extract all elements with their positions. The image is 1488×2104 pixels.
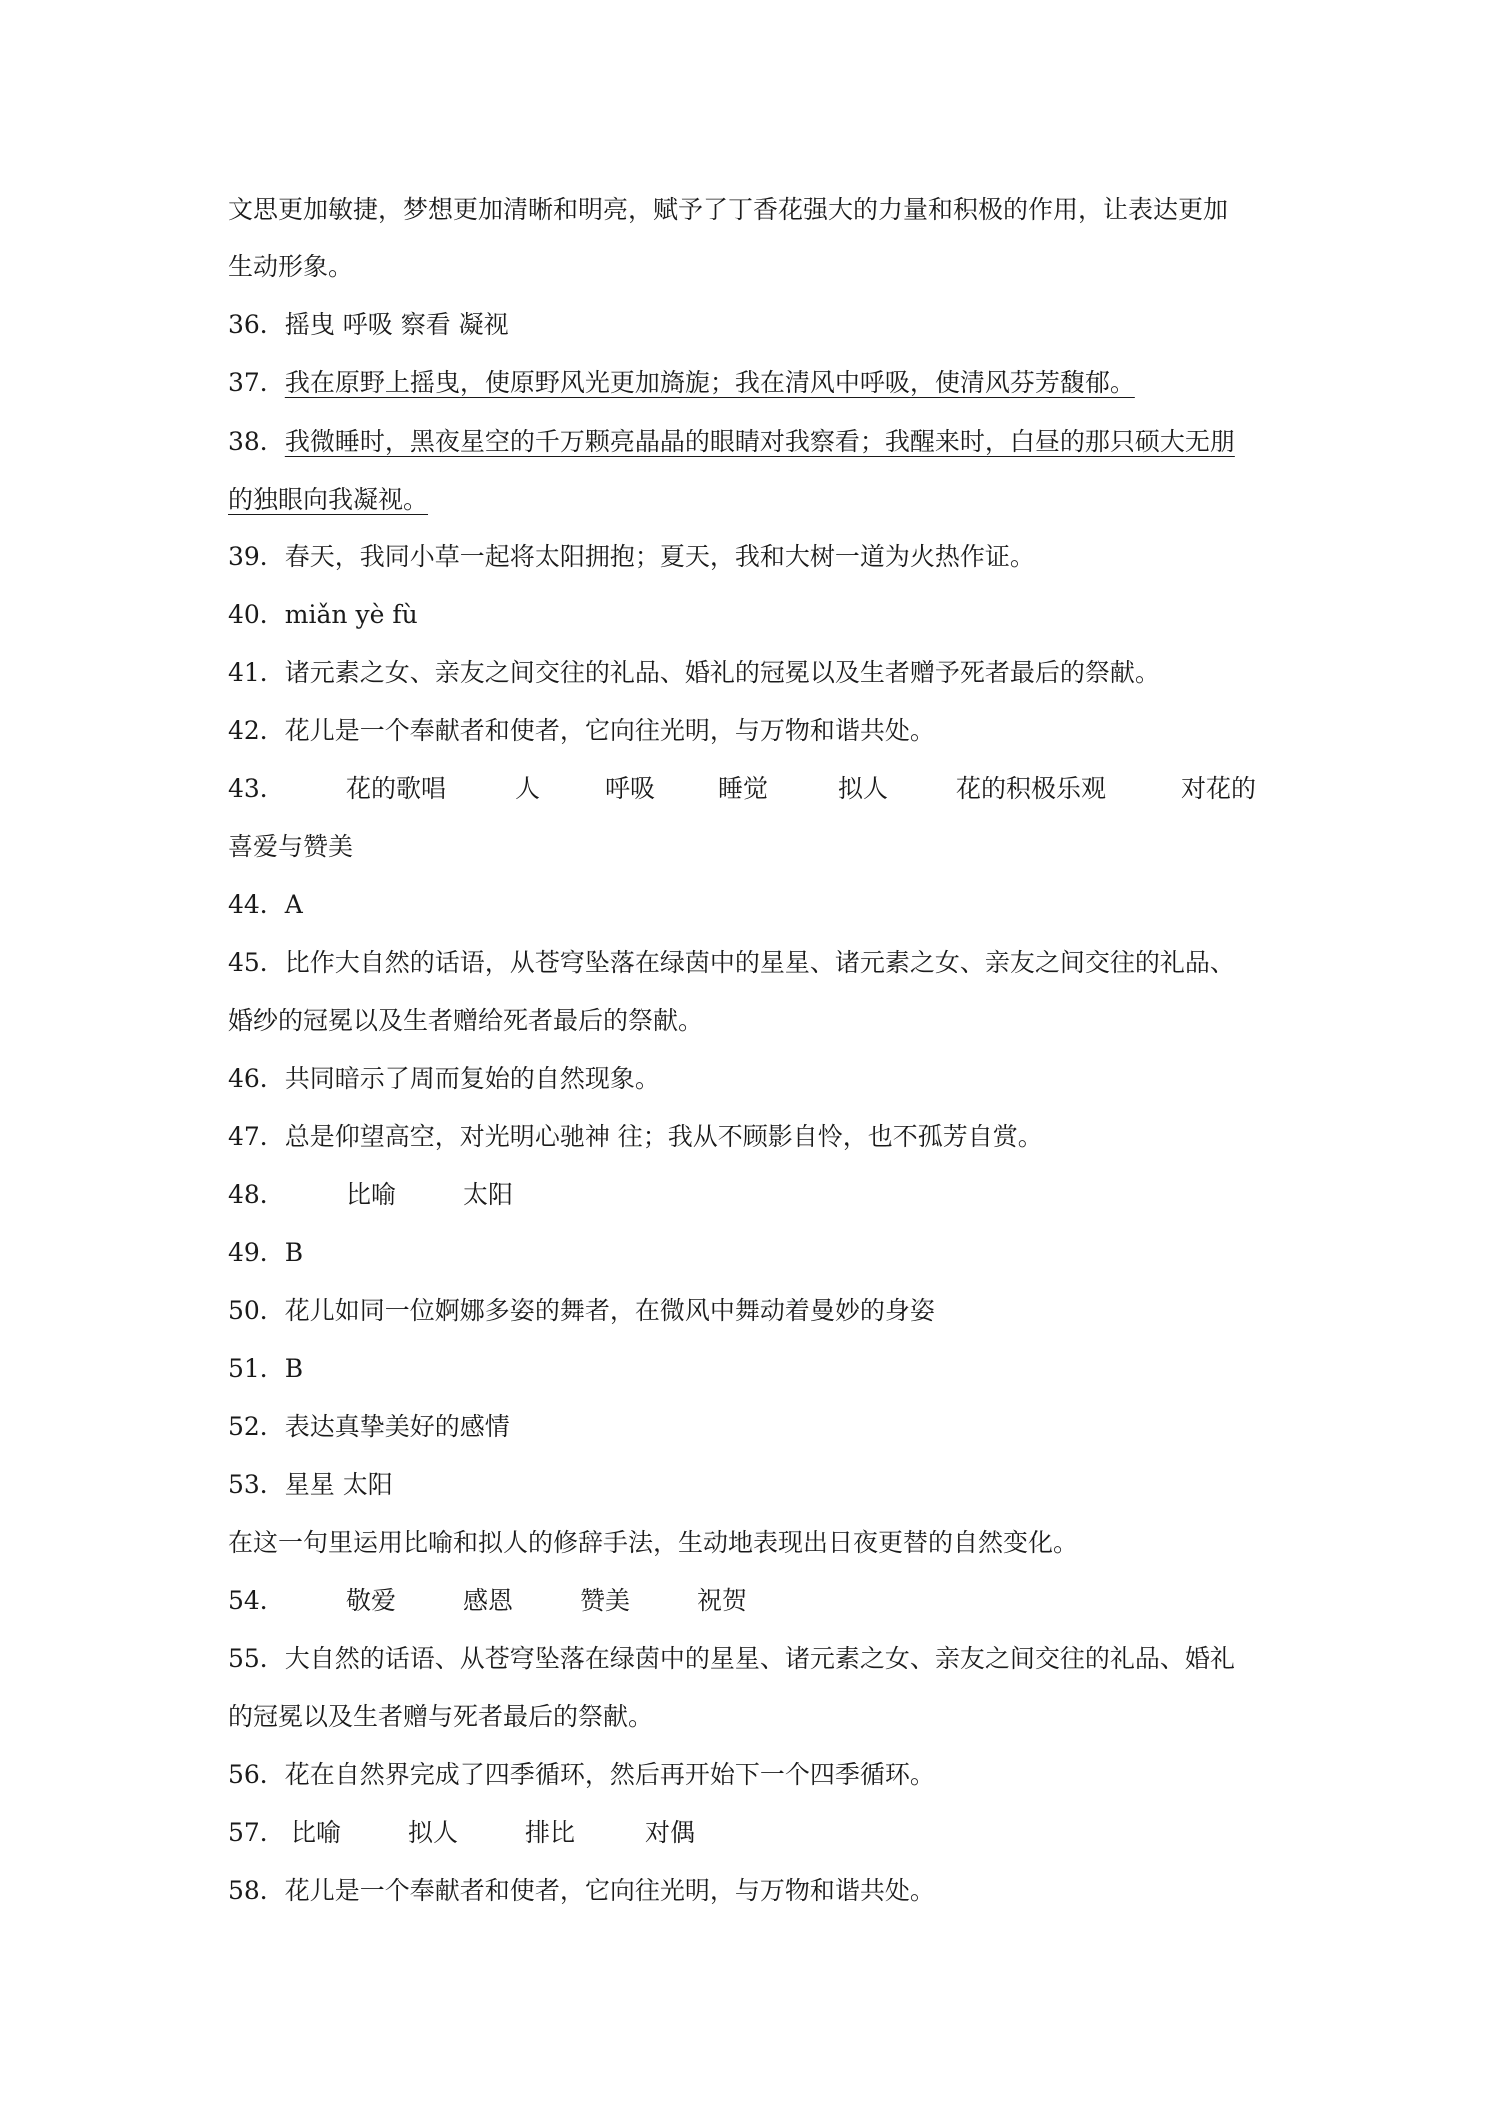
answer-37-text: 我在原野上摇曳，使原野风光更加旖旎；我在清风中呼吸，使清风芬芳馥郁。 [284,368,1135,397]
answer-43-item-4: 睡觉 [718,774,769,803]
answer-48-item-1: 比喻 [346,1180,397,1209]
answer-57-item-1: 比喻 [291,1818,342,1847]
answer-54-item-2: 感恩 [463,1586,514,1615]
answer-43-item-7: 对花的 [1181,774,1257,803]
answer-43-item-3: 呼吸 [605,774,656,803]
answer-53: 53．星星 太阳 [228,1470,393,1499]
answer-52: 52．表达真挚美好的感情 [228,1412,510,1441]
answer-37 [228,366,1278,400]
answer-54-number: 54． [228,1586,285,1615]
answer-38-number: 38． [228,427,285,456]
answer-40: 40．miǎn yè fù [228,600,418,629]
answer-49: 49．B [228,1238,304,1267]
answer-48-item-2: 太阳 [463,1180,514,1209]
answer-continuation-line-2: 生动形象。 [228,252,354,281]
answer-38-text-line-1: 我微睡时，黑夜星空的千万颗亮晶晶的眼睛对我察看；我醒来时，白昼的那只硕大无朋 [284,427,1235,456]
answer-42: 42．花儿是一个奉献者和使者，它向往光明，与万物和谐共处。 [228,716,935,745]
answer-57-item-3: 排比 [525,1818,576,1847]
answer-36: 36．摇曳 呼吸 察看 凝视 [228,310,509,339]
answer-54 [228,1584,1278,1618]
answer-43-item-1: 花的歌唱 [346,774,447,803]
answer-57 [228,1816,1278,1850]
answer-51: 51．B [228,1354,304,1383]
answer-54-item-3: 赞美 [580,1586,631,1615]
answer-57-item-2: 拟人 [408,1818,459,1847]
answer-55: 55．大自然的话语、从苍穹坠落在绿茵中的星星、诸元素之女、亲友之间交往的礼品、婚礼 [228,1644,1235,1673]
answer-43-continuation: 喜爱与赞美 [228,832,354,861]
answer-43 [228,772,1278,806]
answer-48 [228,1178,1278,1212]
answer-continuation-line-1: 文思更加敏捷，梦想更加清晰和明亮，赋予了丁香花强大的力量和积极的作用，让表达更加 [228,195,1229,224]
answer-44: 44．A [228,890,303,919]
answer-57-item-4: 对偶 [645,1818,696,1847]
answer-43-item-6: 花的积极乐观 [956,774,1107,803]
answer-45-continuation: 婚纱的冠冕以及生者赠给死者最后的祭献。 [228,1006,704,1035]
answer-55-continuation: 的冠冕以及生者赠与死者最后的祭献。 [228,1702,654,1731]
answer-43-number: 43． [228,774,285,803]
answer-48-number: 48． [228,1180,285,1209]
answer-39: 39．春天，我同小草一起将太阳拥抱；夏天，我和大树一道为火热作证。 [228,542,1035,571]
answer-57-number: 57． [228,1818,285,1847]
answer-58: 58．花儿是一个奉献者和使者，它向往光明，与万物和谐共处。 [228,1876,935,1905]
answer-53-explanation: 在这一句里运用比喻和拟人的修辞手法，生动地表现出日夜更替的自然变化。 [228,1528,1079,1557]
answer-54-item-4: 祝贺 [697,1586,748,1615]
answer-43-item-5: 拟人 [838,774,889,803]
answer-43-item-2: 人 [515,774,541,803]
answer-38 [228,425,1278,459]
answer-45: 45．比作大自然的话语，从苍穹坠落在绿茵中的星星、诸元素之女、亲友之间交往的礼品、 [228,948,1235,977]
answer-37-number: 37． [228,368,285,397]
answer-50: 50．花儿如同一位婀娜多姿的舞者，在微风中舞动着曼妙的身姿 [228,1296,935,1325]
answer-47: 47．总是仰望高空，对光明心驰神 往；我从不顾影自怜，也不孤芳自赏。 [228,1122,1043,1151]
answer-41: 41．诸元素之女、亲友之间交往的礼品、婚礼的冠冕以及生者赠予死者最后的祭献。 [228,658,1160,687]
answer-56: 56．花在自然界完成了四季循环，然后再开始下一个四季循环。 [228,1760,935,1789]
answer-46: 46．共同暗示了周而复始的自然现象。 [228,1064,660,1093]
answer-38-continuation [228,483,1278,517]
answer-54-item-1: 敬爱 [346,1586,397,1615]
answer-38-text-line-2: 的独眼向我凝视。 [228,485,429,514]
